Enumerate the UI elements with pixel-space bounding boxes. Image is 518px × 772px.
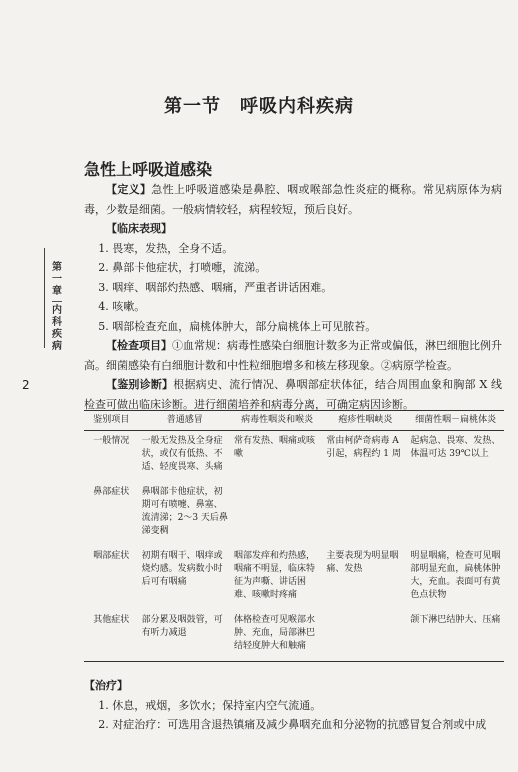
table-cell: 常有发热、咽痛或咳嗽 xyxy=(233,436,315,459)
table-cell: 一般无发热及全身症状，或仅有低热、不适、轻度畏寒、头痛 xyxy=(141,436,223,472)
page-number: 2 xyxy=(22,378,30,392)
clinical-item: 2. 鼻部卡他症状，打喷嚏，流涕。 xyxy=(98,261,267,274)
table-cell: 主要表现为明显咽痛、发热 xyxy=(326,551,399,574)
treatment-heading xyxy=(84,676,502,696)
table-header: 鉴别项目 xyxy=(84,411,139,431)
clinical-item: 3. 咽痒、咽部灼热感、咽痛，严重者讲话困难。 xyxy=(98,280,333,294)
treatment-tag: 【治疗】 xyxy=(84,679,128,692)
table-cell: 鼻咽部卡他症状，初期可有喷嚏、鼻塞、流清涕；2～3 天后鼻涕变稠 xyxy=(141,487,228,536)
side-tab-char: 病 xyxy=(52,341,62,352)
exam-tag: 【检查项目】 xyxy=(106,339,172,352)
definition-tag: 【定义】 xyxy=(106,183,152,196)
table-row xyxy=(84,431,504,483)
table-header: 疱疹性咽峡炎 xyxy=(323,411,407,431)
table-cell: 部分累及咽鼓管，可有听力减退 xyxy=(139,610,231,662)
diagnosis-tag: 【鉴别诊断】 xyxy=(106,378,174,391)
table-cell xyxy=(231,482,323,546)
side-tab-char: 疾 xyxy=(52,329,62,340)
exam-text: ①血常规：病毒性感染白细胞计数多为正常或偏低，淋巴细胞比例升高。细菌感染有白细胞计数和中性粒细胞增多和核左移现象。②病原学检查。 xyxy=(84,339,502,372)
table-cell: 明显咽痛，检查可见咽部明显充血，扁桃体肿大，充血。表面可有黄色点状物 xyxy=(410,551,501,600)
table-cell: 起病急、畏寒、发热、体温可达 39℃以上 xyxy=(410,436,501,459)
table-header: 细菌性咽－扁桃体炎 xyxy=(407,411,504,431)
table-header: 病毒性咽炎和喉炎 xyxy=(231,411,323,431)
treatment-item: 2. 对症治疗：可选用含退热镇痛及减少鼻咽充血和分泌物的抗感冒复合剂或中成 xyxy=(98,718,487,731)
main-content xyxy=(84,180,502,414)
clinical-item: 1. 畏寒，发热，全身不适。 xyxy=(98,241,234,255)
clinical-item: 5. 咽部检查充血，扁桃体肿大，部分扁桃体上可见脓苔。 xyxy=(98,319,377,333)
chapter-side-tab xyxy=(50,262,64,353)
table-row xyxy=(84,546,504,610)
side-tab-char: 第 xyxy=(52,262,62,273)
clinical-heading xyxy=(84,219,502,239)
diagnosis-text: 根据病史、流行情况、鼻咽部症状体征，结合周围血象和胸部 X 线检查可做出临床诊断。进行细菌培养和病毒分离，可确定病因诊断。 xyxy=(84,378,502,411)
table-cell: 咽部发痒和灼热感，咽痛不明显，临床特征为声嘶、讲话困难、咳嗽时疼痛 xyxy=(233,551,315,600)
side-tab-divider xyxy=(52,301,62,302)
table-cell xyxy=(323,482,407,546)
table-cell: 其他症状 xyxy=(84,610,139,662)
section-title: 第一节 呼吸内科疾病 xyxy=(164,96,354,117)
table-cell xyxy=(323,610,407,662)
side-tab-char: 一 xyxy=(52,274,62,285)
table-cell: 鼻部症状 xyxy=(93,487,130,497)
side-rule xyxy=(44,248,45,348)
table-cell: 颌下淋巴结肿大、压痛 xyxy=(407,610,504,662)
table-row xyxy=(84,482,504,546)
table-cell: 咽部症状 xyxy=(93,551,130,561)
table-cell xyxy=(407,482,504,546)
clinical-tag: 【临床表现】 xyxy=(106,222,172,235)
table-cell: 一般情况 xyxy=(93,436,130,446)
diagnosis-paragraph xyxy=(84,375,502,414)
table-cell: 体格检查可见喉部水肿、充血，局部淋巴结轻度肿大和触痛 xyxy=(231,610,323,662)
side-tab-char: 科 xyxy=(52,317,62,328)
table-header: 普通感冒 xyxy=(139,411,231,431)
definition-paragraph xyxy=(84,180,502,219)
definition-text: 急性上呼吸道感染是鼻腔、咽或喉部急性炎症的概称。常见病原体为病毒，少数是细菌。一般病情较轻，病程较短，预后良好。 xyxy=(84,183,503,216)
treatment-section xyxy=(84,676,502,735)
table-cell: 初期有咽干、咽痒或烧灼感。发病数小时后可有咽痛 xyxy=(141,551,223,587)
table-row xyxy=(84,610,504,662)
exam-paragraph xyxy=(84,336,502,375)
treatment-item: 1. 休息，戒烟，多饮水；保持室内空气流通。 xyxy=(98,698,322,712)
table-header-row xyxy=(84,411,504,431)
side-tab-char: 章 xyxy=(52,286,62,297)
subsection-title: 急性上呼吸道感染 xyxy=(84,160,213,179)
differential-table xyxy=(84,410,504,662)
side-tab-char: 内 xyxy=(52,305,62,316)
clinical-item: 4. 咳嗽。 xyxy=(98,300,146,313)
table-cell: 常由柯萨奇病毒 A 引起，病程约 1 周 xyxy=(326,436,401,459)
